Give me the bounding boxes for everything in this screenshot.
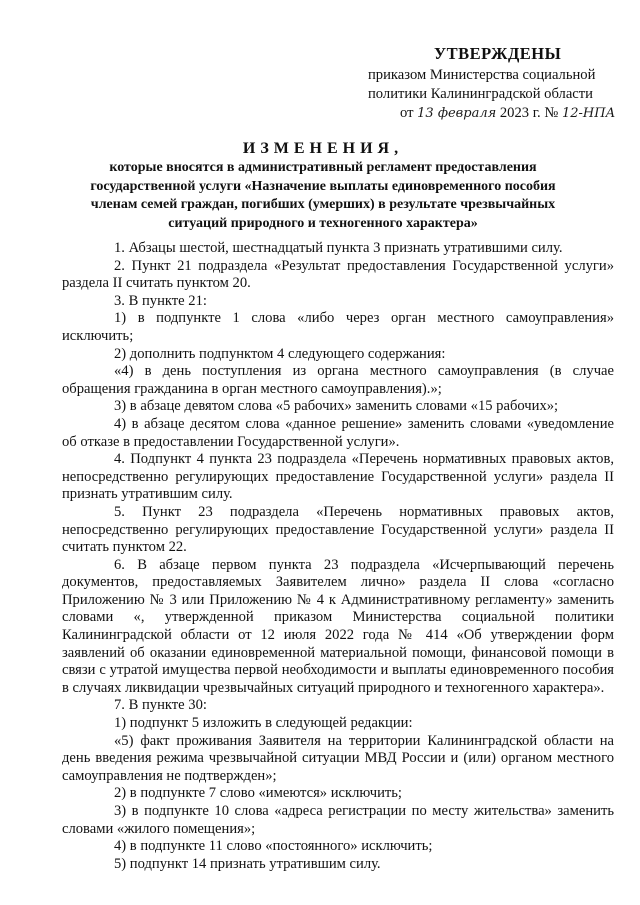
document-body <box>62 240 614 873</box>
paragraph: 3) в подпункте 10 слова «адреса регистрации по месту жительства» заменить словами «жилого помещения»; <box>62 803 614 837</box>
paragraph: 1) подпункт 5 изложить в следующей редакции: <box>114 715 413 732</box>
order-year: 2023 г. № <box>499 105 559 121</box>
heading-title: ИЗМЕНЕНИЯ, <box>242 140 404 157</box>
paragraph: 5. Пункт 23 подраздела «Перечень нормативных правовых актов, непосредственно регулирующих предоставление Государственной услуги» раздела II считать пунктом 22. <box>62 503 614 556</box>
approval-date-line <box>368 104 630 123</box>
paragraph: 7. В пункте 30: <box>114 697 207 714</box>
paragraph: 5) подпункт 14 признать утратившим силу. <box>114 855 381 872</box>
paragraph: «4) в день поступления из органа местного самоуправления (в случае обращения гражданина в орган местного самоуправления).»; <box>62 363 614 397</box>
approval-block <box>368 44 630 123</box>
approval-line-1: приказом Министерства социальной <box>368 67 596 83</box>
approval-title: УТВЕРЖДЕНЫ <box>434 44 562 63</box>
paragraph: 4) в подпункте 11 слово «постоянного» исключить; <box>114 838 433 855</box>
handwritten-number: 12-НПА <box>561 106 616 121</box>
paragraph: 2) в подпункте 7 слово «имеются» исключить; <box>114 785 402 802</box>
paragraph: 6. В абзаце первом пункта 23 подраздела «Исчерпывающий перечень документов, предоставляемых Заявителем лично» раздела II слова «согласно Приложению № 3 или Приложению № 4 к Административному регламенту» заменить словами «, утвержденной приказом Министерства социальной политики Калининградской области от 12 июля 2022 года № 414 «Об утверждении форм заявлений об оказании единовременной материальной помощи, финансовой помощи в связи с утратой имущества первой необходимости и выплаты единовременного пособия в случаях ликвидации чрезвычайных ситуаций природного и техногенного характера». <box>62 556 614 696</box>
handwritten-date: 13 февраля <box>417 106 497 121</box>
paragraph: 3. В пункте 21: <box>114 292 207 309</box>
paragraph: 1. Абзацы шестой, шестнадцатый пункта 3 признать утратившими силу. <box>114 240 563 256</box>
document-heading <box>70 140 576 233</box>
paragraph: «5) факт проживания Заявителя на территории Калининградской области на день введения режима чрезвычайной ситуации МВД России и (или) органом местного самоуправления не подтвержден»; <box>62 732 614 784</box>
heading-subtitle: которые вносятся в административный регламент предоставления государственной услуги «Назначение выплаты единовременного пособия членам семей граждан, погибших (умерших) в результате чрезвычайных ситуаций природного и техногенного характера» <box>90 160 556 231</box>
date-prefix: от <box>400 105 414 121</box>
paragraph: 2) дополнить подпунктом 4 следующего содержания: <box>114 345 446 362</box>
paragraph: 1) в подпункте 1 слова «либо через орган местного самоуправления» исключить; <box>62 310 614 344</box>
paragraph: 4. Подпункт 4 пункта 23 подраздела «Перечень нормативных правовых актов, непосредственно регулирующих предоставление Государственной услуги» раздела II признать утратившим силу. <box>62 451 614 503</box>
approval-line-2: политики Калининградской области <box>368 86 593 102</box>
paragraph: 3) в абзаце девятом слова «5 рабочих» заменить словами «15 рабочих»; <box>114 398 559 415</box>
paragraph: 4) в абзаце десятом слова «данное решение» заменить словами «уведомление об отказе в предоставлении Государственной услуги». <box>62 415 614 450</box>
paragraph: 2. Пункт 21 подраздела «Результат предоставления Государственной услуги» раздела II считать пунктом 20. <box>62 257 614 292</box>
